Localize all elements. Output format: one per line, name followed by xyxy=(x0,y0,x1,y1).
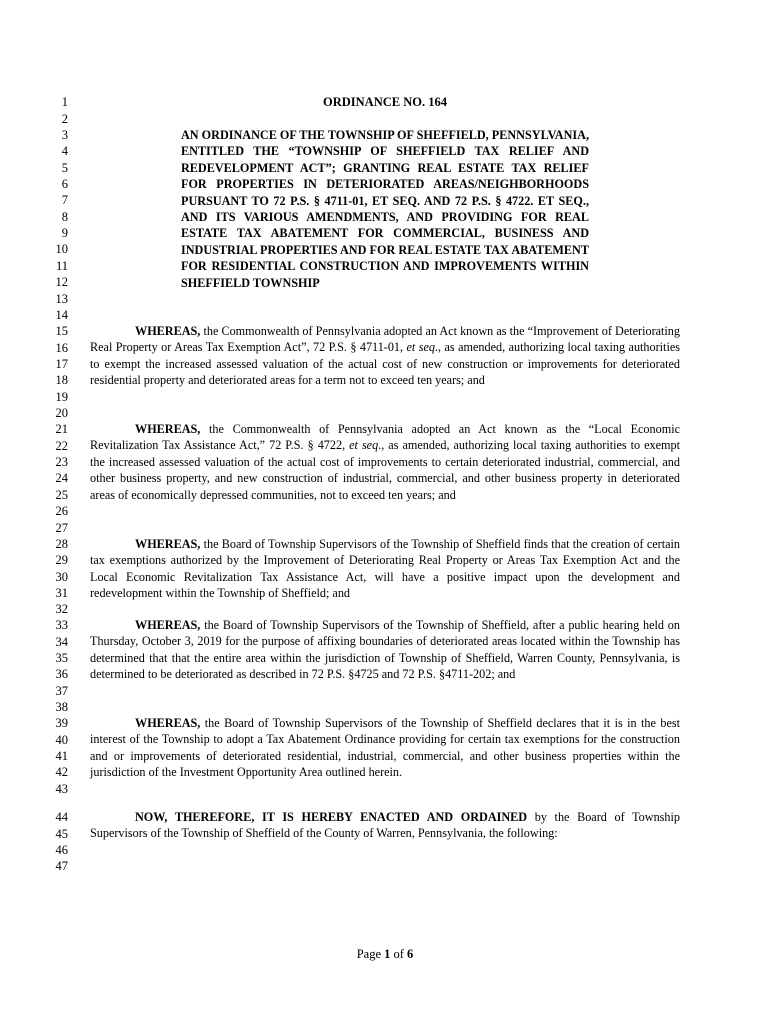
whereas-paragraph-1 xyxy=(90,323,680,389)
line-number: 20 xyxy=(55,406,68,420)
whereas-paragraph-5 xyxy=(90,715,680,781)
footer-prefix: Page xyxy=(356,947,385,961)
paragraph-text: ., as amended, authorizing local taxing authorities to exempt the increased assessed valuation of the actual cost of new construction or improvements for deteriorated residential property and deteriorated areas for a term not to exceed ten years; and xyxy=(90,340,680,388)
paragraph-text: the Board of Township Supervisors of the Township of Sheffield declares that it is in the best interest of the Township to adopt a Tax Abatement Ordinance providing for certain tax exemptions for the construction and or improvements of deteriorated residential, industrial, commercial, and other business properties within the jurisdiction of the Investment Opportunity Area outlined herein. xyxy=(90,716,680,780)
line-number: 23 xyxy=(55,455,68,469)
line-number: 45 xyxy=(55,827,68,841)
total-page-count: 6 xyxy=(407,947,414,961)
paragraph-lead: WHEREAS, xyxy=(135,422,201,436)
line-number: 18 xyxy=(55,373,68,387)
line-number: 2 xyxy=(61,112,68,126)
paragraph-text: the Board of Township Supervisors of the Township of Sheffield finds that the creation of certain tax exemptions authorized by the Improvement of Deteriorating Real Property or Areas Tax Exemption Act and the Local Economic Revitalization Tax Assistance Act, will have a positive impact upon the development and redevelopment within the Township of Sheffield; and xyxy=(90,537,680,601)
line-number: 16 xyxy=(55,341,68,355)
line-number: 13 xyxy=(55,292,68,306)
line-number: 12 xyxy=(55,275,68,289)
whereas-paragraph-4 xyxy=(90,617,680,683)
line-number: 21 xyxy=(55,422,68,436)
footer-middle: of xyxy=(390,947,408,961)
paragraph-text: ., as amended, authorizing local taxing authorities to exempt the increased assessed valuation of the actual cost of improvements to certain deteriorated industrial, commercial, and other business property, and new construction of industrial, commercial, and other business property in deteriorated areas of economically depressed communities, not to exceed ten years; and xyxy=(90,438,681,502)
paragraph-italic: et seq xyxy=(349,438,379,453)
paragraph-text: by the Board of Township Supervisors of the Township of Sheffield of the County of Warren, Pennsylvania, the following: xyxy=(90,810,680,841)
ordinance-caption: AN ORDINANCE OF THE TOWNSHIP OF SHEFFIELD, PENNSYLVANIA, ENTITLED THE “TOWNSHIP OF SHEFFIELD TAX RELIEF AND REDEVELOPMENT ACT”; GRANTING REAL ESTATE TAX RELIEF FOR PROPERTIES IN DETERIORATED AREAS/NEIGHBORHOODS PURSUANT TO 72 P.S. § 4711-01, ET SEQ. AND 72 P.S. § 4722. ET SEQ., AND ITS VARIOUS AMENDMENTS, AND PROVIDING FOR REAL ESTATE TAX ABATEMENT FOR COMMERCIAL, BUSINESS AND INDUSTRIAL PROPERTIES AND FOR REAL ESTATE TAX ABATEMENT FOR RESIDENTIAL CONSTRUCTION AND IMPROVEMENTS WITHIN SHEFFIELD TOWNSHIP xyxy=(181,128,589,290)
line-number: 37 xyxy=(55,684,68,698)
paragraph-text: the Board of Township Supervisors of the Township of Sheffield, after a public hearing held on Thursday, October 3, 2019 for the purpose of affixing boundaries of deteriorated areas located within the Township has determined that that the entire area within the jurisdiction of Township of Sheffield, Warren County, Pennsylvania, is determined to be deteriorated as described in 72 P.S. §4725 and 72 P.S. §4711-202; and xyxy=(90,618,680,682)
page-footer xyxy=(0,946,770,962)
line-number: 34 xyxy=(55,635,68,649)
line-number: 36 xyxy=(55,667,68,681)
paragraph-italic: et seq xyxy=(406,340,435,355)
line-number: 3 xyxy=(61,128,68,142)
whereas-paragraph-2 xyxy=(90,421,680,503)
line-number: 38 xyxy=(55,700,68,714)
line-number: 28 xyxy=(55,537,68,551)
line-number: 9 xyxy=(61,226,68,240)
line-number: 5 xyxy=(61,161,68,175)
paragraph-lead: WHEREAS, xyxy=(135,618,201,632)
line-number: 15 xyxy=(55,324,68,338)
paragraph-text: the Commonwealth of Pennsylvania adopted an Act known as the “Improvement of Deteriorating Real Property or Areas Tax Exemption Act”, 72 P.S. § 4711-01, xyxy=(90,324,680,355)
line-number: 44 xyxy=(55,810,68,824)
line-number: 33 xyxy=(55,618,68,632)
line-number: 39 xyxy=(55,716,68,730)
line-number: 25 xyxy=(55,488,68,502)
line-number: 41 xyxy=(55,749,68,763)
line-number: 24 xyxy=(55,471,68,485)
paragraph-lead: NOW, THEREFORE, IT IS HEREBY ENACTED AND ORDAINED xyxy=(135,810,528,824)
line-number: 32 xyxy=(55,602,68,616)
line-number: 6 xyxy=(61,177,68,191)
paragraph-lead: WHEREAS, xyxy=(135,537,201,551)
paragraph-text: the Commonwealth of Pennsylvania adopted an Act known as the “Local Economic Revitalization Tax Assistance Act,” 72 P.S. § 4722, xyxy=(90,422,680,453)
whereas-paragraph-3 xyxy=(90,536,680,602)
line-number: 17 xyxy=(55,357,68,371)
line-number: 26 xyxy=(55,504,68,518)
line-number: 47 xyxy=(55,859,68,873)
line-number: 10 xyxy=(55,242,68,256)
paragraph-lead: WHEREAS, xyxy=(135,716,201,730)
line-number: 4 xyxy=(61,144,68,158)
line-number: 46 xyxy=(55,843,68,857)
line-number: 31 xyxy=(55,586,68,600)
enacting-paragraph xyxy=(90,809,680,842)
line-number: 1 xyxy=(61,95,68,109)
line-number: 8 xyxy=(61,210,68,224)
line-number: 43 xyxy=(55,782,68,796)
line-number: 22 xyxy=(55,439,68,453)
line-number: 29 xyxy=(55,553,68,567)
line-number: 40 xyxy=(55,733,68,747)
line-number: 30 xyxy=(55,570,68,584)
paragraph-lead: WHEREAS, xyxy=(135,324,201,338)
line-number: 7 xyxy=(61,193,68,207)
line-number: 19 xyxy=(55,390,68,404)
line-number: 14 xyxy=(55,308,68,322)
line-number: 27 xyxy=(55,521,68,535)
ordinance-title: ORDINANCE NO. 164 xyxy=(323,95,447,109)
line-number: 35 xyxy=(55,651,68,665)
line-number: 11 xyxy=(55,259,68,273)
line-number: 42 xyxy=(55,765,68,779)
current-page-number: 1 xyxy=(384,947,391,961)
